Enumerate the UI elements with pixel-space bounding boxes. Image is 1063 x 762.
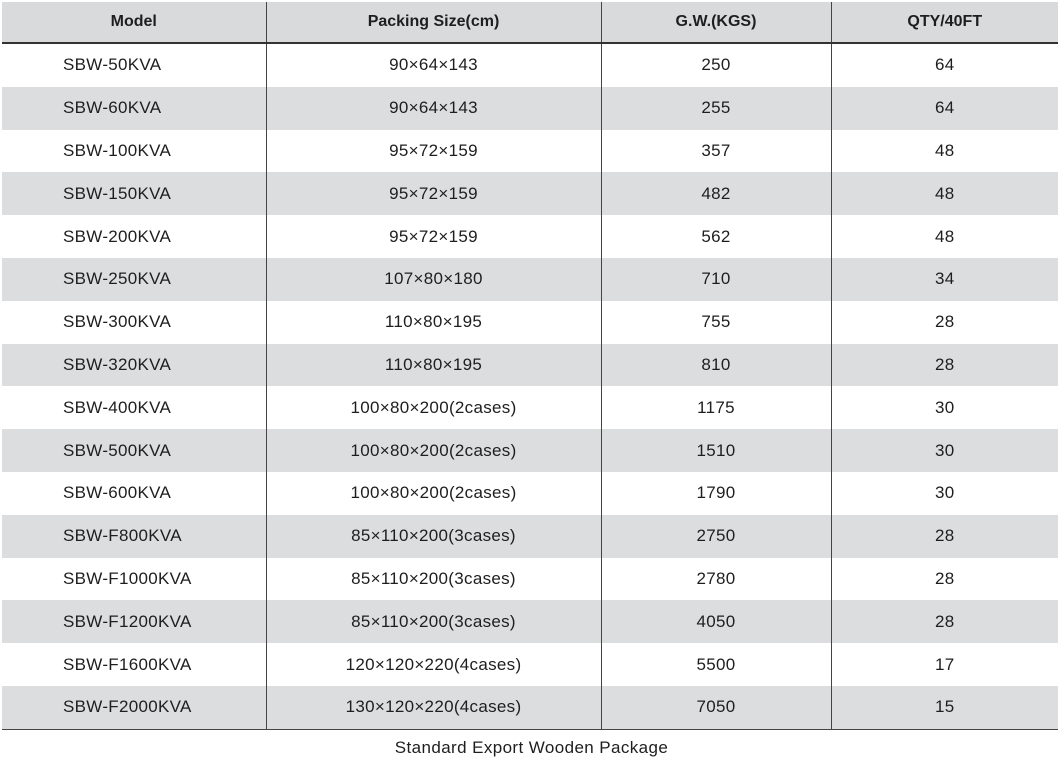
cell-gross-weight: 7050	[601, 686, 831, 729]
cell-packing-size: 85×110×200(3cases)	[266, 515, 601, 558]
cell-qty: 64	[831, 87, 1058, 130]
cell-gross-weight: 482	[601, 172, 831, 215]
cell-model: SBW-60KVA	[2, 87, 266, 130]
cell-packing-size: 100×80×200(2cases)	[266, 472, 601, 515]
cell-model: SBW-300KVA	[63, 312, 172, 332]
cell-qty: 48	[831, 130, 1058, 173]
cell-model: SBW-150KVA	[2, 172, 266, 215]
cell-model: SBW-600KVA	[63, 483, 172, 503]
table-row	[2, 600, 1058, 643]
cell-gross-weight: 1175	[601, 386, 831, 429]
cell-model: SBW-400KVA	[63, 397, 172, 417]
table-row	[2, 558, 1058, 601]
table-row	[2, 515, 1058, 558]
table-caption: Standard Export Wooden Package	[394, 738, 669, 757]
table-row	[2, 472, 1058, 515]
cell-packing-size: 100×80×200(2cases)	[266, 429, 601, 472]
cell-qty: 30	[831, 472, 1058, 515]
cell-qty: 30	[831, 386, 1058, 429]
cell-qty: 17	[831, 643, 1058, 686]
table-row	[2, 643, 1058, 686]
cell-model: SBW-F800KVA	[2, 515, 266, 558]
cell-qty: 15	[831, 686, 1058, 729]
cell-gross-weight: 1510	[601, 429, 831, 472]
table-row	[2, 386, 1058, 429]
cell-packing-size: 110×80×195	[266, 344, 601, 387]
header-gross-weight: G.W.(KGS)	[601, 2, 831, 43]
header-packing-size: Packing Size(cm)	[266, 2, 601, 43]
cell-packing-size: 90×64×143	[266, 43, 601, 87]
cell-qty: 30	[831, 429, 1058, 472]
cell-qty: 28	[831, 558, 1058, 601]
cell-model: SBW-F1200KVA	[2, 600, 266, 643]
cell-packing-size: 85×110×200(3cases)	[266, 558, 601, 601]
packing-table	[2, 2, 1058, 730]
table-row	[2, 215, 1058, 258]
cell-gross-weight: 810	[601, 344, 831, 387]
cell-qty: 48	[831, 215, 1058, 258]
cell-qty: 28	[831, 344, 1058, 387]
cell-packing-size: 85×110×200(3cases)	[266, 600, 601, 643]
cell-gross-weight: 2780	[601, 558, 831, 601]
table-row	[2, 301, 1058, 344]
cell-model: SBW-F1600KVA	[63, 654, 192, 674]
cell-model: SBW-200KVA	[63, 226, 172, 246]
header-model: Model	[2, 2, 266, 43]
cell-model: SBW-320KVA	[2, 344, 266, 387]
cell-packing-size: 110×80×195	[266, 301, 601, 344]
cell-model: SBW-100KVA	[63, 140, 172, 160]
table-row	[2, 429, 1058, 472]
table-row	[2, 87, 1058, 130]
table-row	[2, 130, 1058, 173]
table-row	[2, 43, 1058, 87]
cell-gross-weight: 5500	[601, 643, 831, 686]
cell-gross-weight: 755	[601, 301, 831, 344]
cell-model: SBW-500KVA	[2, 429, 266, 472]
cell-gross-weight: 562	[601, 215, 831, 258]
cell-model: SBW-50KVA	[63, 55, 162, 75]
table-header-row	[2, 2, 1058, 43]
cell-gross-weight: 710	[601, 258, 831, 301]
header-qty-40ft: QTY/40FT	[831, 2, 1058, 43]
cell-model: SBW-250KVA	[2, 258, 266, 301]
cell-packing-size: 120×120×220(4cases)	[266, 643, 601, 686]
cell-qty: 28	[831, 515, 1058, 558]
cell-gross-weight: 2750	[601, 515, 831, 558]
table-row	[2, 258, 1058, 301]
cell-gross-weight: 4050	[601, 600, 831, 643]
table-row	[2, 172, 1058, 215]
cell-model: SBW-F2000KVA	[2, 686, 266, 729]
cell-packing-size: 100×80×200(2cases)	[266, 386, 601, 429]
cell-gross-weight: 250	[601, 43, 831, 87]
cell-packing-size: 95×72×159	[266, 130, 601, 173]
cell-qty: 64	[831, 43, 1058, 87]
cell-model: SBW-F1000KVA	[63, 568, 192, 588]
cell-qty: 28	[831, 600, 1058, 643]
cell-gross-weight: 1790	[601, 472, 831, 515]
cell-packing-size: 95×72×159	[266, 215, 601, 258]
cell-packing-size: 107×80×180	[266, 258, 601, 301]
cell-packing-size: 130×120×220(4cases)	[266, 686, 601, 729]
table-row	[2, 686, 1058, 729]
cell-qty: 28	[831, 301, 1058, 344]
cell-qty: 48	[831, 172, 1058, 215]
cell-packing-size: 95×72×159	[266, 172, 601, 215]
table-row	[2, 344, 1058, 387]
cell-qty: 34	[831, 258, 1058, 301]
cell-gross-weight: 357	[601, 130, 831, 173]
cell-gross-weight: 255	[601, 87, 831, 130]
cell-packing-size: 90×64×143	[266, 87, 601, 130]
